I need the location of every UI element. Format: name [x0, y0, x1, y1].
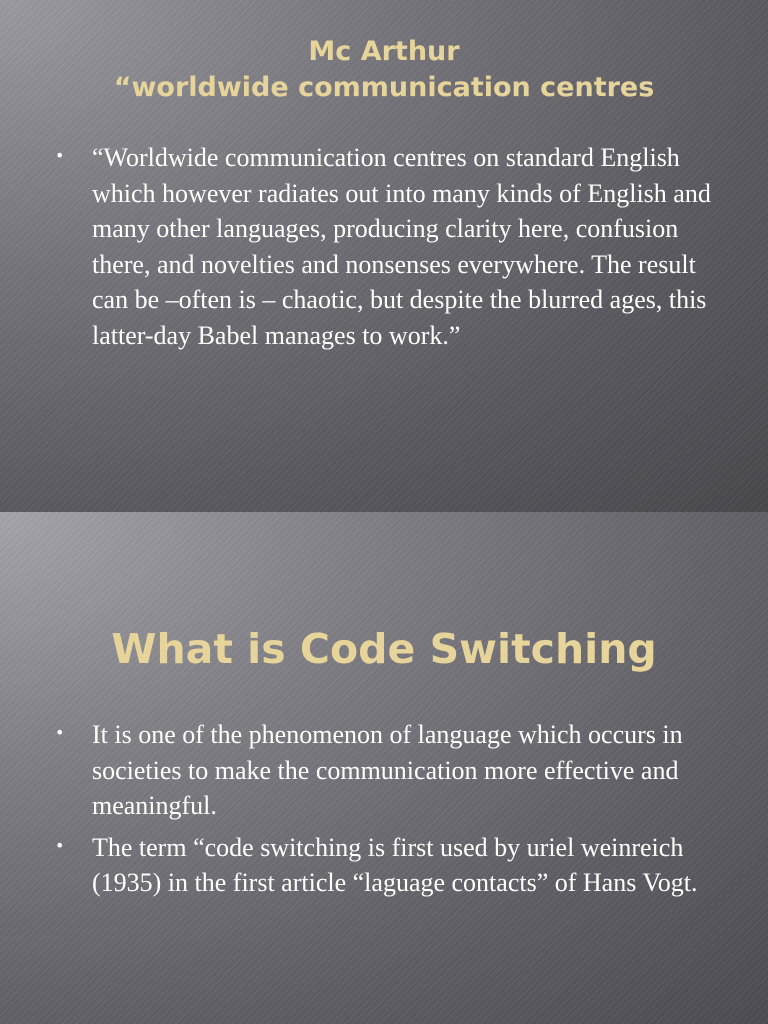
bullet-item	[52, 830, 732, 901]
slide-title	[0, 34, 768, 106]
bullet-icon: •	[55, 723, 65, 742]
bullet-icon: •	[55, 835, 65, 855]
slide-title-line-1: Mc Arthur	[308, 36, 460, 67]
slide-2	[0, 512, 768, 1024]
slide-title-line-2: “worldwide communication centres	[113, 72, 655, 103]
bullet-icon: •	[55, 146, 65, 165]
bullet-text: The term “code switching is first used by uriel weinreich (1935) in the first article “laguage contacts” of Hans Vogt.	[92, 832, 698, 897]
slide-title: What is Code Switching	[111, 625, 657, 673]
bullet-text: “Worldwide communication centres on standard English which however radiates out into many kinds of English and many other languages, producing clarity here, confusion there, and novelties and nonsenses everywhere. The result can be –often is – chaotic, but despite the blurred ages, this latter-day Babel manages to work.”	[92, 143, 711, 350]
bullet-item	[52, 717, 732, 824]
bullet-text: It is one of the phenomenon of language which occurs in societies to make the communication more effective and meaningful.	[92, 720, 683, 820]
slide-body	[52, 140, 732, 353]
bullet-item	[52, 140, 732, 353]
slide-body	[52, 717, 732, 907]
